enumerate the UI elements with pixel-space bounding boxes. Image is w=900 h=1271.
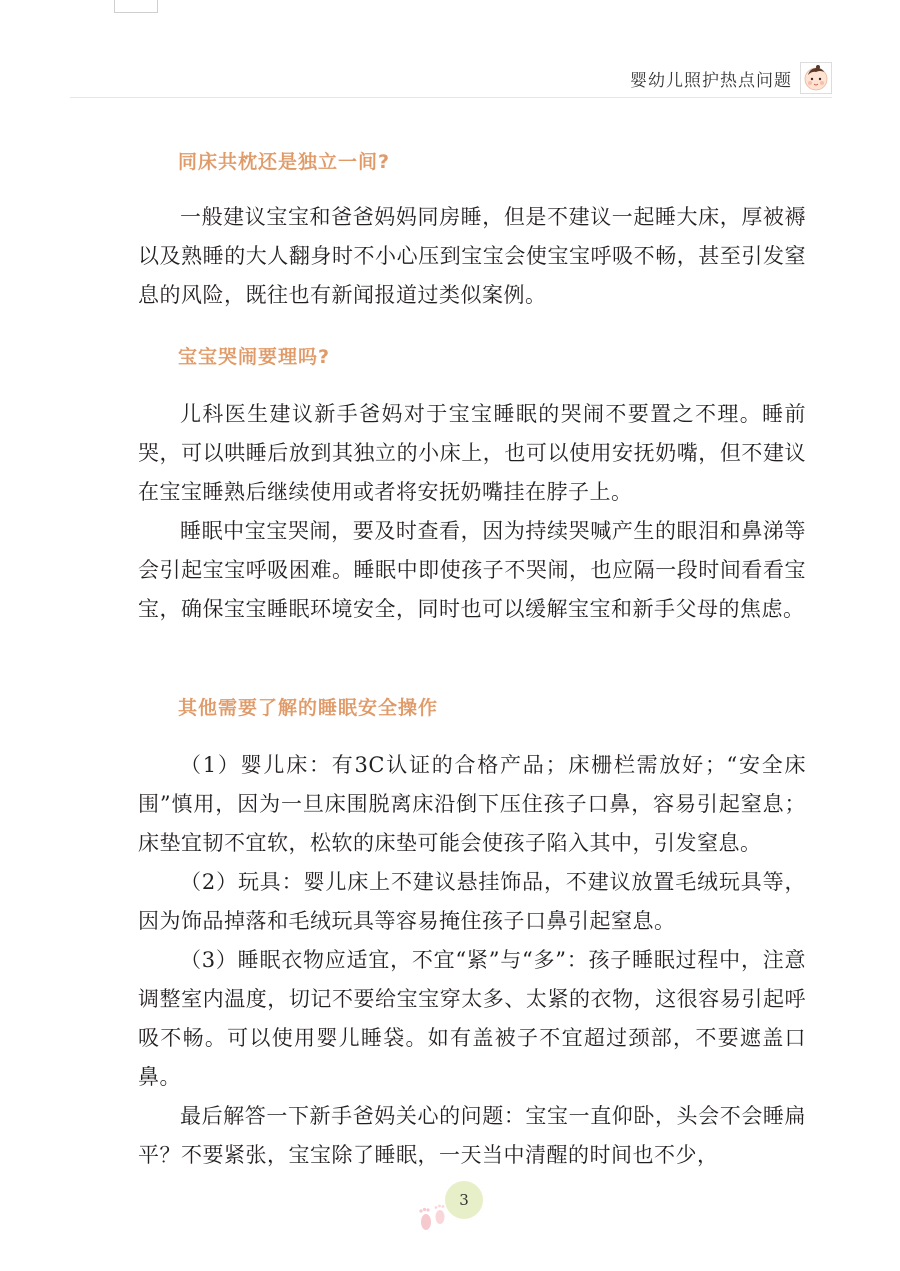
paragraph: 一般建议宝宝和爸爸妈妈同房睡，但是不建议一起睡大床，厚被褥以及熟睡的大人翻身时不小心压到宝宝会使宝宝呼吸不畅，甚至引发窒息的风险，既往也有新闻报道过类似案例。 [138, 205, 806, 307]
section-heading: 其他需要了解的睡眠安全操作 [178, 697, 439, 719]
paragraph: （1）婴儿床：有3C认证的合格产品；床栅栏需放好；“安全床围”慎用，因为一旦床围脱离床沿倒下压住孩子口鼻，容易引起窒息；床垫宜韧不宜软，松软的床垫可能会使孩子陷入其中，引发窒息。 [138, 753, 806, 855]
section-heading: 宝宝哭闹要理吗? [178, 346, 331, 368]
paragraph: （3）睡眠衣物应适宜，不宜“紧”与“多”：孩子睡眠过程中，注意调整室内温度，切记不要给宝宝穿太多、太紧的衣物，这很容易引起呼吸不畅。可以使用婴儿睡袋。如有盖被子不宜超过颈部，不要遮盖口鼻。 [138, 948, 806, 1089]
baby-face-icon [800, 62, 832, 94]
paragraph: 儿科医生建议新手爸妈对于宝宝睡眠的哭闹不要置之不理。睡前哭，可以哄睡后放到其独立的小床上，也可以使用安抚奶嘴，但不建议在宝宝睡熟后继续使用或者将安抚奶嘴挂在脖子上。 [138, 402, 806, 504]
header-rule [70, 97, 832, 98]
paragraph: （2）玩具：婴儿床上不建议悬挂饰品，不建议放置毛绒玩具等，因为饰品掉落和毛绒玩具等容易掩住孩子口鼻引起窒息。 [138, 870, 806, 933]
header-title: 婴幼儿照护热点问题 [630, 70, 792, 91]
paragraph: 睡眠中宝宝哭闹，要及时查看，因为持续哭喊产生的眼泪和鼻涕等会引起宝宝呼吸困难。睡眠中即使孩子不哭闹，也应隔一段时间看看宝宝，确保宝宝睡眠环境安全，同时也可以缓解宝宝和新手父母的焦虑。 [138, 519, 806, 621]
running-header [630, 62, 832, 94]
section-heading: 同床共枕还是独立一间? [178, 151, 391, 173]
crop-mark [114, 0, 158, 13]
page-number: 3 [445, 1181, 483, 1219]
paragraph: 最后解答一下新手爸妈关心的问题：宝宝一直仰卧，头会不会睡扁平？不要紧张，宝宝除了睡眠，一天当中清醒的时间也不少， [138, 1104, 806, 1167]
